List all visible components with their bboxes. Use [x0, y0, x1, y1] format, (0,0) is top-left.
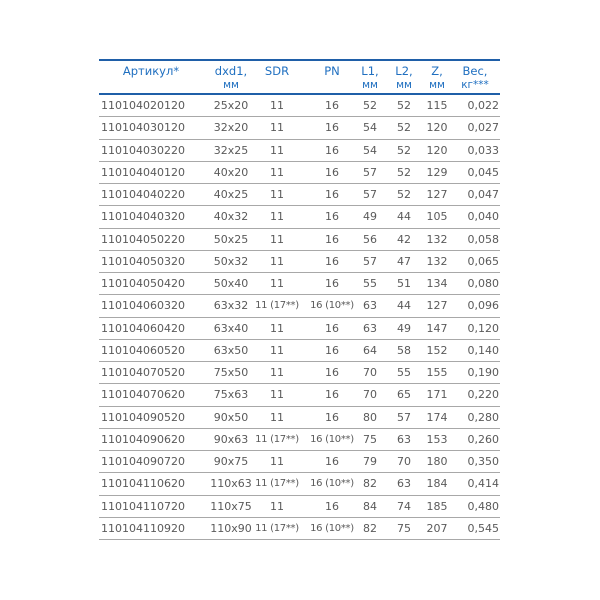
cell-pn: 16: [325, 499, 339, 513]
table-row: [99, 206, 500, 228]
cell-l2: 52: [397, 121, 411, 135]
cell-pn: 16: [325, 121, 339, 135]
cell-dim: 40x25: [213, 188, 249, 201]
cell-l2: 65: [397, 388, 411, 402]
header-l1-label: L1,: [361, 64, 379, 78]
cell-sdr: 11: [270, 232, 284, 246]
cell-z: 153: [426, 432, 448, 446]
cell-article: 110104030120: [101, 121, 185, 135]
cell-z: 174: [426, 410, 448, 424]
spec-table: [99, 59, 500, 540]
cell-l1: 54: [363, 143, 377, 157]
cell-l1: 70: [363, 366, 377, 379]
cell-sdr: 11: [270, 455, 284, 468]
cell-z: 127: [426, 188, 448, 201]
cell-article: 110104090620: [101, 432, 185, 446]
cell-dim: 90x63: [213, 432, 249, 446]
cell-sdr: 11: [270, 321, 284, 335]
cell-pn: 16: [325, 366, 339, 379]
cell-sdr: 11: [270, 188, 284, 201]
cell-weight: 0,096: [467, 299, 499, 313]
cell-pn: 16: [325, 188, 339, 201]
cell-l1: 84: [363, 499, 377, 513]
cell-z: 134: [426, 277, 448, 290]
cell-z: 115: [426, 99, 448, 112]
cell-z: 132: [426, 254, 448, 268]
table-row: [99, 518, 500, 540]
cell-l2: 63: [397, 432, 411, 446]
header-l1-unit: мм: [362, 79, 378, 91]
cell-article: 110104040220: [101, 188, 185, 201]
table-row: [99, 451, 500, 473]
cell-article: 110104070620: [101, 388, 185, 402]
cell-weight: 0,220: [467, 388, 499, 402]
cell-pn: 16: [325, 343, 339, 357]
table-row: [99, 429, 500, 451]
cell-z: 184: [426, 477, 448, 491]
cell-sdr: 11: [270, 143, 284, 157]
cell-weight: 0,140: [467, 343, 499, 357]
cell-dim: 75x50: [213, 366, 249, 379]
cell-weight: 0,027: [467, 121, 499, 135]
cell-article: 110104060320: [101, 299, 185, 313]
cell-l2: 47: [397, 254, 411, 268]
header-z-unit: мм: [429, 79, 445, 91]
cell-weight: 0,045: [467, 165, 499, 179]
cell-l2: 58: [397, 343, 411, 357]
cell-sdr: 11: [270, 254, 284, 268]
header-l1: [354, 64, 386, 92]
header-weight-unit: кг***: [461, 79, 489, 91]
cell-l2: 49: [397, 321, 411, 335]
cell-pn: 16 (10**): [310, 433, 354, 445]
cell-pn: 16 (10**): [310, 522, 354, 534]
cell-dim: 32x20: [213, 121, 249, 135]
cell-dim: 50x32: [213, 254, 249, 268]
cell-dim: 110x63: [210, 477, 252, 491]
cell-sdr: 11: [270, 366, 284, 379]
cell-dim: 75x63: [213, 388, 249, 402]
cell-l1: 80: [363, 410, 377, 424]
cell-dim: 40x32: [213, 210, 249, 224]
cell-article: 110104110620: [101, 477, 185, 491]
cell-dim: 25x20: [213, 99, 249, 112]
cell-z: 147: [426, 321, 448, 335]
cell-dim: 63x50: [213, 343, 249, 357]
cell-l2: 42: [397, 232, 411, 246]
cell-weight: 0,080: [467, 277, 499, 290]
header-l2-unit: мм: [396, 79, 412, 91]
cell-weight: 0,414: [467, 477, 499, 491]
cell-weight: 0,260: [467, 432, 499, 446]
cell-weight: 0,022: [467, 99, 499, 112]
cell-article: 110104070520: [101, 366, 185, 379]
cell-z: 127: [426, 299, 448, 313]
cell-sdr: 11: [270, 121, 284, 135]
table-row: [99, 473, 500, 495]
cell-dim: 32x25: [213, 143, 249, 157]
cell-l1: 82: [363, 477, 377, 491]
cell-z: 105: [426, 210, 448, 224]
cell-l2: 44: [397, 299, 411, 313]
cell-sdr: 11: [270, 165, 284, 179]
header-l2: [388, 64, 420, 92]
cell-article: 110104030220: [101, 143, 185, 157]
cell-sdr: 11: [270, 499, 284, 513]
cell-article: 110104020120: [101, 99, 185, 112]
table-row: [99, 407, 500, 429]
table-row: [99, 251, 500, 273]
cell-dim: 40x20: [213, 165, 249, 179]
cell-l1: 64: [363, 343, 377, 357]
table-row: [99, 318, 500, 340]
cell-dim: 50x25: [213, 232, 249, 246]
table-header: [99, 61, 500, 95]
cell-l2: 52: [397, 188, 411, 201]
cell-l1: 55: [363, 277, 377, 290]
cell-pn: 16: [325, 99, 339, 112]
cell-z: 120: [426, 121, 448, 135]
header-article: Артикул*: [122, 64, 180, 78]
cell-l2: 51: [397, 277, 411, 290]
table-row: [99, 140, 500, 162]
cell-article: 110104090720: [101, 455, 185, 468]
table-row: [99, 340, 500, 362]
cell-z: 185: [426, 499, 448, 513]
header-sdr: SDR: [264, 64, 290, 78]
cell-sdr: 11 (17**): [255, 478, 299, 490]
cell-article: 110104040120: [101, 165, 185, 179]
table-row: [99, 117, 500, 139]
table-row: [99, 384, 500, 406]
cell-l2: 52: [397, 143, 411, 157]
header-z-label: Z,: [431, 64, 443, 78]
cell-l1: 57: [363, 254, 377, 268]
cell-weight: 0,350: [467, 455, 499, 468]
cell-z: 207: [426, 521, 448, 535]
cell-weight: 0,065: [467, 254, 499, 268]
cell-sdr: 11 (17**): [255, 522, 299, 534]
table-row: [99, 95, 500, 117]
cell-l2: 75: [397, 521, 411, 535]
table-row: [99, 362, 500, 384]
table-row: [99, 162, 500, 184]
cell-l2: 57: [397, 410, 411, 424]
cell-article: 110104050320: [101, 254, 185, 268]
cell-l1: 70: [363, 388, 377, 402]
cell-sdr: 11: [270, 410, 284, 424]
header-l2-label: L2,: [395, 64, 413, 78]
cell-l1: 54: [363, 121, 377, 135]
cell-l1: 63: [363, 299, 377, 313]
cell-z: 180: [426, 455, 448, 468]
table-row: [99, 496, 500, 518]
cell-l1: 79: [363, 455, 377, 468]
cell-pn: 16: [325, 232, 339, 246]
cell-z: 132: [426, 232, 448, 246]
cell-weight: 0,120: [467, 321, 499, 335]
cell-dim: 90x75: [213, 455, 249, 468]
cell-article: 110104060420: [101, 321, 185, 335]
cell-pn: 16: [325, 277, 339, 290]
cell-pn: 16: [325, 321, 339, 335]
cell-z: 171: [426, 388, 448, 402]
cell-l1: 75: [363, 432, 377, 446]
cell-pn: 16: [325, 455, 339, 468]
cell-dim: 63x32: [213, 299, 249, 313]
cell-l1: 56: [363, 232, 377, 246]
cell-pn: 16: [325, 410, 339, 424]
cell-article: 110104060520: [101, 343, 185, 357]
header-weight-label: Вес,: [462, 64, 488, 78]
cell-l2: 74: [397, 499, 411, 513]
cell-l1: 63: [363, 321, 377, 335]
cell-sdr: 11: [270, 388, 284, 402]
cell-z: 120: [426, 143, 448, 157]
cell-l2: 70: [397, 455, 411, 468]
cell-dim: 110x75: [210, 499, 252, 513]
cell-sdr: 11: [270, 99, 284, 112]
cell-z: 129: [426, 165, 448, 179]
cell-article: 110104050420: [101, 277, 185, 290]
table-row: [99, 273, 500, 295]
cell-weight: 0,545: [467, 521, 499, 535]
cell-sdr: 11: [270, 210, 284, 224]
table-body: [99, 95, 500, 540]
cell-article: 110104110720: [101, 499, 185, 513]
header-weight: [451, 64, 499, 92]
cell-pn: 16: [325, 388, 339, 402]
cell-article: 110104110920: [101, 521, 185, 535]
cell-weight: 0,040: [467, 210, 499, 224]
cell-l1: 49: [363, 210, 377, 224]
cell-l2: 55: [397, 366, 411, 379]
cell-l1: 57: [363, 188, 377, 201]
cell-pn: 16 (10**): [310, 478, 354, 490]
cell-l1: 52: [363, 99, 377, 112]
cell-weight: 0,190: [467, 366, 499, 379]
cell-z: 155: [426, 366, 448, 379]
cell-l2: 44: [397, 210, 411, 224]
cell-article: 110104090520: [101, 410, 185, 424]
cell-weight: 0,047: [467, 188, 499, 201]
cell-dim: 110x90: [210, 521, 252, 535]
cell-l2: 52: [397, 165, 411, 179]
cell-sdr: 11: [270, 343, 284, 357]
cell-weight: 0,480: [467, 499, 499, 513]
cell-l1: 82: [363, 521, 377, 535]
table-row: [99, 184, 500, 206]
table-row: [99, 229, 500, 251]
cell-weight: 0,058: [467, 232, 499, 246]
header-dim-unit: мм: [223, 79, 239, 91]
cell-sdr: 11: [270, 277, 284, 290]
cell-article: 110104040320: [101, 210, 185, 224]
header-dim: [206, 64, 256, 92]
header-pn: PN: [324, 64, 340, 78]
cell-sdr: 11 (17**): [255, 300, 299, 312]
cell-dim: 50x40: [213, 277, 249, 290]
header-z: [419, 64, 455, 92]
cell-l1: 57: [363, 165, 377, 179]
cell-dim: 90x50: [213, 410, 249, 424]
cell-dim: 63x40: [213, 321, 249, 335]
cell-pn: 16 (10**): [310, 300, 354, 312]
cell-weight: 0,033: [467, 143, 499, 157]
cell-pn: 16: [325, 143, 339, 157]
cell-l2: 52: [397, 99, 411, 112]
cell-sdr: 11 (17**): [255, 433, 299, 445]
cell-pn: 16: [325, 165, 339, 179]
header-dim-label: dxd1,: [214, 64, 248, 78]
cell-l2: 63: [397, 477, 411, 491]
cell-z: 152: [426, 343, 448, 357]
cell-article: 110104050220: [101, 232, 185, 246]
cell-pn: 16: [325, 254, 339, 268]
cell-pn: 16: [325, 210, 339, 224]
table-row: [99, 295, 500, 317]
cell-weight: 0,280: [467, 410, 499, 424]
